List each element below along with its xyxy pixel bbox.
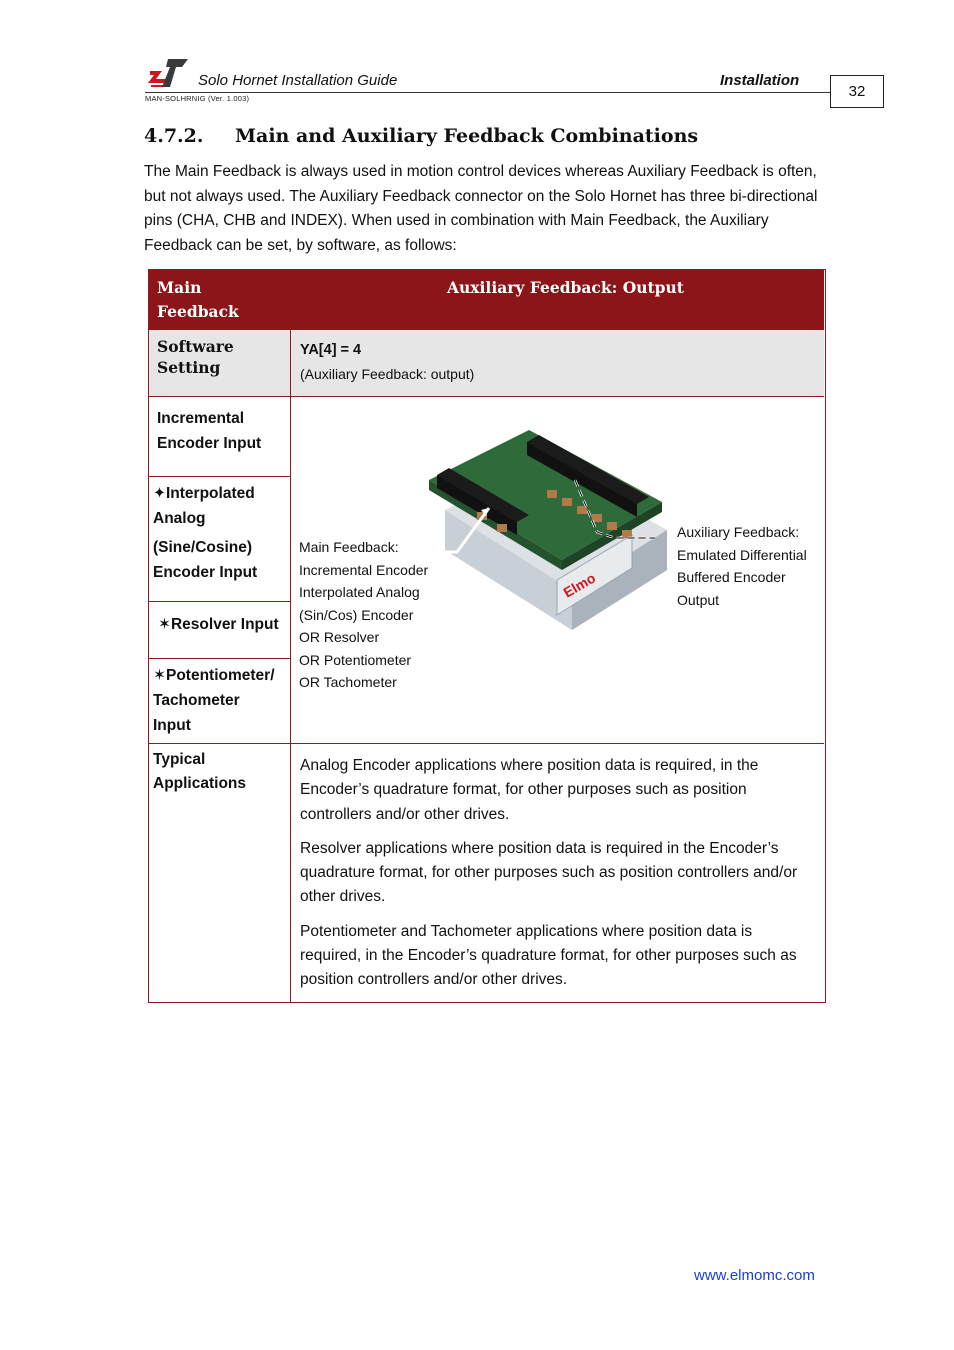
row-divider bbox=[149, 658, 291, 659]
typical-applications-text bbox=[300, 754, 812, 1003]
header-rule bbox=[145, 92, 831, 93]
page-number: 32 bbox=[830, 75, 884, 108]
document-version: MAN-SOLHRNIG (Ver. 1.003) bbox=[145, 94, 250, 103]
header-main-feedback bbox=[157, 276, 239, 324]
callout-line: OR Resolver bbox=[299, 629, 380, 645]
intro-paragraph: The Main Feedback is always used in motion control devices whereas Auxiliary Feedback is often, but not always used. The Auxiliary Feedback connector on the Solo Hornet has three bi-directional pins (CHA, CHB and INDEX). When used in combination with Main Feedback, the Auxiliary Feedback can be set, by software, as follows: bbox=[144, 163, 818, 254]
feedback-combinations-table bbox=[148, 269, 826, 1003]
feedback-incremental-encoder bbox=[157, 406, 261, 456]
callout-line: Auxiliary Feedback: bbox=[677, 524, 800, 540]
feedback-label-line: ✶Resolver Input bbox=[158, 616, 279, 633]
callout-line: OR Potentiometer bbox=[299, 651, 412, 668]
callout-line: Emulated Differential bbox=[677, 546, 807, 563]
feedback-resolver bbox=[158, 612, 279, 637]
feedback-label-line: Analog bbox=[153, 510, 206, 527]
row-divider-full bbox=[149, 743, 824, 744]
callout-line: Output bbox=[677, 591, 720, 608]
feedback-potentiometer-tachometer bbox=[153, 663, 275, 738]
feedback-interpolated-analog bbox=[153, 481, 257, 585]
section-number: 4.7.2. bbox=[144, 125, 204, 147]
header-main-line2: Feedback bbox=[157, 302, 239, 321]
typical-applications-label bbox=[153, 748, 246, 796]
elmo-logo-icon bbox=[148, 57, 190, 89]
software-setting-note: (Auxiliary Feedback: output) bbox=[300, 366, 475, 382]
feedback-label-line: Incremental bbox=[157, 410, 245, 427]
solo-hornet-product-image bbox=[417, 420, 717, 645]
application-paragraph: Resolver applications where position data is required in the Encoder’s quadrature format, for other purposes such as position controllers and/or other drives. bbox=[300, 839, 798, 906]
apps-label-line: Typical bbox=[153, 751, 206, 768]
feedback-label-line: ✦Interpolated bbox=[153, 485, 255, 502]
feedback-label-line: ✶Potentiometer/ bbox=[153, 667, 275, 684]
callout-line: (Sin/Cos) Encoder bbox=[299, 606, 414, 623]
feedback-label-line: Encoder Input bbox=[157, 435, 262, 452]
table-header-row bbox=[149, 270, 824, 330]
callout-line: Interpolated Analog bbox=[299, 584, 420, 600]
section-name: Installation bbox=[720, 72, 800, 89]
application-paragraph: Analog Encoder applications where position data is required, in the Encoder’s quadrature format, for other purposes such as position controllers and/or other drives. bbox=[300, 757, 759, 823]
header-aux-feedback: Auxiliary Feedback: Output bbox=[447, 278, 684, 297]
application-paragraph: Potentiometer and Tachometer applications where position data is required, in the Encoder’s quadrature format, for other purposes such as position controllers and/or other drives. bbox=[300, 922, 797, 989]
website-link[interactable]: www.elmomc.com bbox=[694, 1267, 815, 1284]
row-divider bbox=[149, 476, 291, 477]
callout-line: OR Tachometer bbox=[299, 674, 397, 690]
apps-label-line: Applications bbox=[153, 775, 247, 792]
column-divider bbox=[290, 330, 291, 1003]
header-main-line1: Main bbox=[157, 278, 202, 297]
feedback-label-line: Input bbox=[153, 717, 191, 734]
software-setting-row bbox=[149, 330, 824, 397]
row-divider bbox=[149, 601, 291, 602]
document-title: Solo Hornet Installation Guide bbox=[198, 72, 398, 89]
feedback-label-line: (Sine/Cosine) bbox=[153, 539, 253, 556]
feedback-label-line: Encoder Input bbox=[153, 564, 258, 581]
software-setting-label bbox=[157, 336, 234, 378]
callout-line: Buffered Encoder bbox=[677, 569, 786, 585]
software-label-line1: Software bbox=[157, 337, 234, 356]
aux-feedback-callout bbox=[677, 521, 807, 611]
callout-line: Incremental Encoder bbox=[299, 561, 429, 578]
callout-line: Main Feedback: bbox=[299, 539, 399, 555]
section-title: Main and Auxiliary Feedback Combinations bbox=[235, 125, 699, 147]
software-label-line2: Setting bbox=[157, 358, 221, 377]
feedback-label-line: Tachometer bbox=[153, 692, 240, 709]
main-feedback-callout bbox=[299, 536, 428, 694]
software-setting-value: YA[4] = 4 bbox=[300, 342, 362, 358]
product-brand: Elmo bbox=[560, 569, 599, 601]
